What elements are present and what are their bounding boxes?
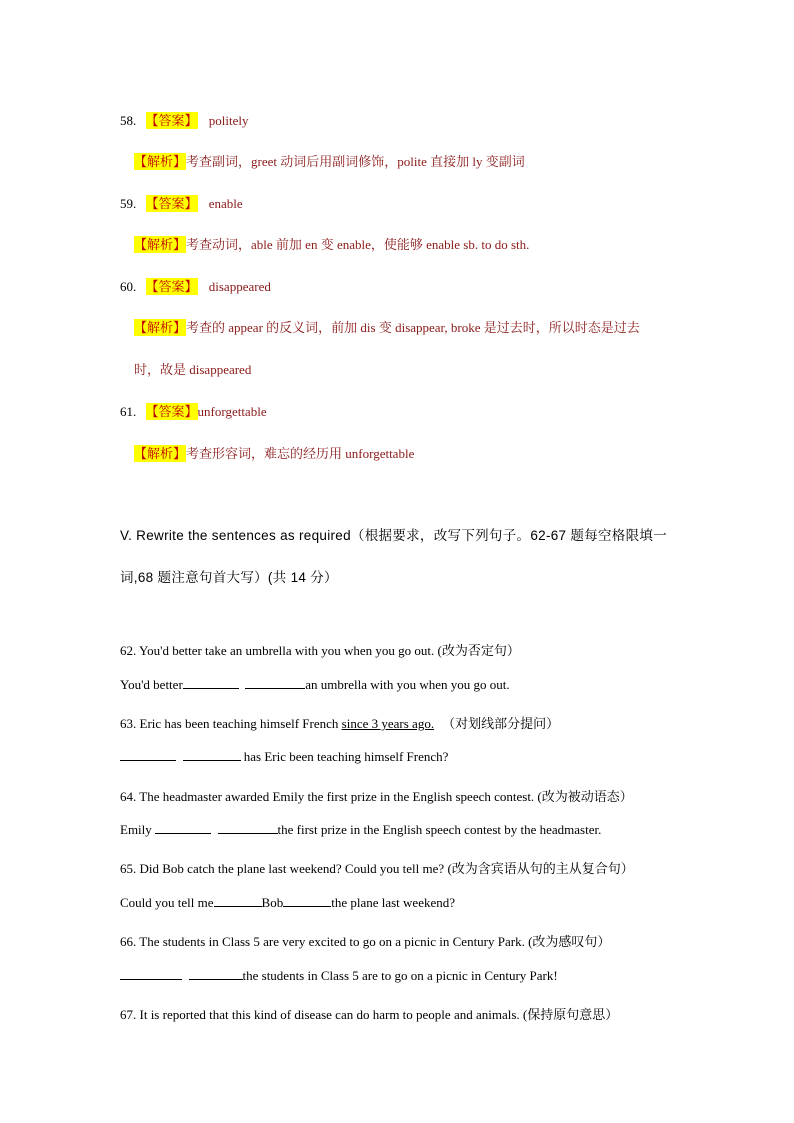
blank[interactable]: [214, 895, 262, 907]
answer-tag: 【答案】: [145, 279, 198, 294]
analysis-59: [134, 234, 529, 253]
blank[interactable]: [189, 968, 243, 980]
analysis-tag: 【解析】: [134, 237, 187, 252]
answer-line-64: [120, 822, 601, 838]
analysis-tag: 【解析】: [134, 154, 187, 169]
answer-suffix: the first prize in the English speech contest by the headmaster.: [277, 822, 602, 837]
answer-value: disappeared: [208, 279, 271, 294]
answer-value: unforgettable: [197, 404, 267, 419]
answer-suffix: the students in Class 5 are to go on a picnic in Century Park!: [242, 968, 558, 983]
answer-prefix: Emily: [120, 822, 152, 837]
blank[interactable]: [120, 749, 176, 761]
section-heading-line1: V. Rewrite the sentences as required（根据要求，改写下列句子。62-67 题每空格限填一: [120, 528, 668, 543]
analysis-text: 考查形容词，难忘的经历用 unforgettable: [186, 446, 415, 461]
instruction: （对划线部分提问）: [442, 716, 560, 731]
analysis-tag: 【解析】: [134, 320, 187, 335]
question-62: 62. You'd better take an umbrella with you when you go out. (改为否定句）: [120, 643, 520, 658]
analysis-58: [134, 151, 525, 170]
analysis-text: 考查副词，greet 动词后用副词修饰，polite 直接加 ly 变副词: [186, 154, 525, 169]
answer-line-65: [120, 895, 455, 911]
answer-line-66: [120, 968, 558, 984]
answer-line-63: [120, 749, 448, 765]
question-number: 61.: [120, 404, 137, 419]
answer-suffix: the plane last weekend?: [331, 895, 456, 910]
analysis-tag: 【解析】: [134, 446, 187, 461]
underlined-part: since 3 years ago.: [341, 716, 435, 731]
blank[interactable]: [183, 677, 239, 689]
answer-60: [120, 276, 271, 295]
question-64: 64. The headmaster awarded Emily the first prize in the English speech contest. (改为被动语态）: [120, 789, 633, 804]
blank[interactable]: [120, 968, 182, 980]
question-63: [120, 713, 559, 732]
question-65: 65. Did Bob catch the plane last weekend? Could you tell me? (改为含宾语从句的主从复合句）: [120, 861, 634, 876]
answer-suffix: has Eric been teaching himself French?: [240, 749, 449, 764]
answer-tag: 【答案】: [145, 196, 198, 211]
question-number: 59.: [120, 196, 137, 211]
blank[interactable]: [283, 895, 331, 907]
blank[interactable]: [183, 749, 241, 761]
analysis-60-continued: 时，故是 disappeared: [134, 362, 252, 377]
answer-value: enable: [208, 196, 243, 211]
answer-prefix: Could you tell me: [120, 895, 214, 910]
question-66: 66. The students in Class 5 are very excited to go on a picnic in Century Park. (改为感叹句）: [120, 934, 611, 949]
question-number: 60.: [120, 279, 137, 294]
answer-prefix: You'd better: [120, 677, 183, 692]
analysis-text: 考查的 appear 的反义词，前加 dis 变 disappear, broke 是过去时，所以时态是过去: [186, 320, 640, 335]
answer-value: politely: [208, 113, 249, 128]
answer-middle: Bob: [261, 895, 284, 910]
question-text: 63. Eric has been teaching himself French: [120, 716, 342, 731]
answer-suffix: an umbrella with you when you go out.: [305, 677, 510, 692]
analysis-60: [134, 317, 640, 336]
question-number: 58.: [120, 113, 137, 128]
blank[interactable]: [218, 822, 278, 834]
answer-line-62: [120, 677, 510, 693]
answer-tag: 【答案】: [145, 404, 198, 419]
analysis-61: [134, 443, 414, 462]
section-heading-line2: 词,68 题注意句首大写）(共 14 分）: [120, 570, 338, 585]
analysis-text: 考查动词，able 前加 en 变 enable，使能够 enable sb. to do sth.: [186, 237, 530, 252]
question-67: 67. It is reported that this kind of disease can do harm to people and animals. (保持原句意思）: [120, 1007, 619, 1022]
answer-59: [120, 193, 243, 212]
answer-tag: 【答案】: [145, 113, 198, 128]
blank[interactable]: [155, 822, 211, 834]
blank[interactable]: [245, 677, 305, 689]
answer-58: [120, 110, 248, 129]
answer-61: [120, 401, 267, 420]
